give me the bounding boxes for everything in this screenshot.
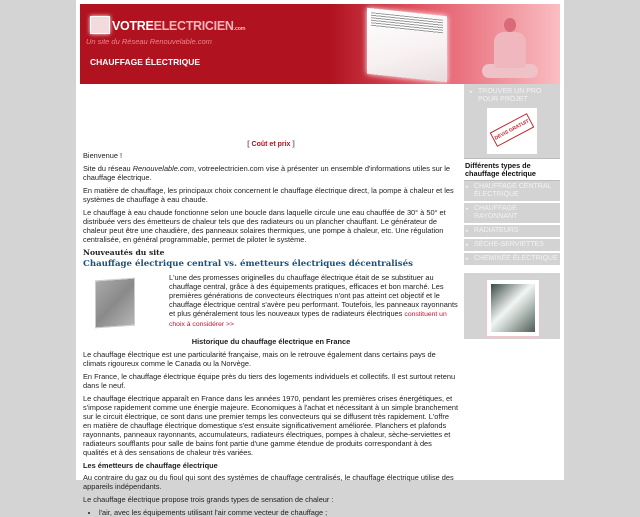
article-read-more-link[interactable]: constituent un choix à considérer >> xyxy=(169,311,447,328)
intro-paragraph xyxy=(83,164,459,182)
radiator-grille xyxy=(371,12,443,34)
woman-body xyxy=(494,32,526,68)
logo-suffix: .com xyxy=(233,26,246,32)
bracket-open: [ xyxy=(247,141,250,148)
cost-link-row xyxy=(83,140,459,149)
article-feature xyxy=(83,273,459,335)
types-heading: Différents types de chauffage électrique xyxy=(464,158,560,181)
mirror-heater-frame[interactable] xyxy=(486,279,540,337)
site-logo[interactable] xyxy=(112,19,245,33)
logo-accent: ELECTRICIEN xyxy=(153,19,234,33)
news-heading: Nouveautés du site xyxy=(83,248,165,257)
page-container xyxy=(76,0,564,517)
sidebar-item-seche-serviettes[interactable]: ▸ SÈCHE-SERVIETTES xyxy=(464,239,560,253)
logo-main: VOTRE xyxy=(112,19,154,33)
logo-icon[interactable] xyxy=(90,16,110,34)
mirror-heater-box xyxy=(464,273,560,339)
bracket-close: ] xyxy=(292,141,295,148)
section-title: CHAUFFAGE ÉLECTRIQUE xyxy=(90,57,201,67)
history-paragraph-1: Le chauffage électrique est une particularité française, mais on le retrouve également dans certains pays de climats rigoureux comme le Canada ou la Norvège. xyxy=(83,350,436,368)
free-quote-banner[interactable] xyxy=(487,108,537,154)
meditating-woman-image xyxy=(480,14,540,84)
emitters-paragraph-1: Au contraire du gaz ou du fioul qui sont des systèmes de chauffage centralisés, le chauffage électrique utilise des appareils indépendants. xyxy=(83,473,454,491)
types-menu xyxy=(464,181,560,267)
welcome-text: Bienvenue ! xyxy=(83,151,123,160)
history-heading: Historique du chauffage électrique en France xyxy=(191,337,351,346)
mirror-heater-image xyxy=(491,284,535,332)
article-text xyxy=(169,273,459,329)
site-header xyxy=(80,4,560,84)
emitters-heading: Les émetteurs de chauffage électrique xyxy=(83,461,218,470)
intro-suffix: , votreelectricien.com vise à présenter un ensemble d'informations utiles sur le chauffage électrique. xyxy=(83,164,451,182)
sidebar-item-rayonnant[interactable]: ▸ CHAUFFAGE RAYONNANT xyxy=(464,203,560,225)
article-title[interactable]: Chauffage électrique central vs. émetteurs électriques décentralisés xyxy=(83,259,413,269)
find-pro-box xyxy=(464,84,560,158)
radiator-thumbnail[interactable] xyxy=(95,278,135,329)
choices-paragraph: En matière de chauffage, les principaux choix concernent le chauffage électrique direct, la pompe à chaleur et les systèmes de chauffage à eau chaude. xyxy=(83,186,454,204)
sensation-list xyxy=(83,508,459,517)
article-body: L'une des promesses originelles du chauffage électrique était de se substituer au chauffage central, grâce à des équipements pratiques, efficaces et bon marché. Les premières générations de convecteurs électriques n'ont pas atteint cet objectif et le chauffage électrique central s'avère peu performant. Toutefois, les panneaux rayonnants et plus généralement tous les nouveaux types de radiateurs électriques xyxy=(169,273,458,318)
history-paragraph-3: Le chauffage électrique apparaît en France dans les années 1970, pendant les premières crises énergétiques, et s'impose rapidement comme une énergie majeure. Economiques à l'achat et nécessitant à un simple branchement sur le circuit électrique, ce sont dans une premier temps les convecteurs qui se diffusent très rapidement. L'offre en matière de chauffage électrique domestique s'est ensuite significativement améliorée. Planchers et plafonds rayonnants, panneaux rayonnants, accumulateurs, radiateurs électriques, pompes à chaleur, sèche-serviettes et radiateurs soufflants pour salle de bains font partie d'une gamme étendue de produits correspondant à des qualités et à des sensations de chaleur très variées. xyxy=(83,394,459,457)
sidebar-item-central[interactable]: ▸ CHAUFFAGE CENTRAL ÉLECTRIQUE xyxy=(464,181,560,203)
emitters-paragraph-2: Le chauffage électrique propose trois grands types de sensation de chaleur : xyxy=(83,495,334,504)
woman-head xyxy=(504,18,516,32)
history-paragraph-2: En France, le chauffage électrique équipe près du tiers des logements individuels et collectifs. Il est surtout retenu dans le neuf. xyxy=(83,372,456,390)
water-paragraph: Le chauffage à eau chaude fonctionne selon une boucle dans laquelle circule une eau chauffée de 30° à 50° et distribuée vers des émetteurs de chaleur tels que des radiateurs ou un plancher chauffant. Le générateur de chaleur peut être une chaudière, des panneaux solaires thermiques, une pompe à chaleur, etc. Une régulation centralisée, en général programmable, permet de piloter le système. xyxy=(83,208,446,244)
sidebar-item-radiateurs[interactable]: ▸ RADIATEURS xyxy=(464,225,560,239)
tagline: Un site du Réseau Renouvelable.com xyxy=(86,37,212,46)
intro-prefix: Site du réseau xyxy=(83,164,133,173)
radiator-image xyxy=(367,8,447,82)
cost-price-link[interactable]: Coût et prix xyxy=(251,141,291,148)
main-content xyxy=(83,140,459,517)
intro-italic: Renouvelable.com xyxy=(132,164,194,173)
find-pro-link[interactable]: ▸ TROUVER UN PRO POUR PROJET xyxy=(468,86,556,106)
list-item: • l'air, avec les équipements utilisant l'air comme vecteur de chauffage ; xyxy=(99,508,459,517)
sidebar xyxy=(464,84,560,339)
free-quote-stamp: DEVIS GRATUIT xyxy=(490,113,535,147)
sidebar-item-cheminee[interactable]: ▸ CHEMINÉE ÉLECTRIQUE xyxy=(464,253,560,267)
